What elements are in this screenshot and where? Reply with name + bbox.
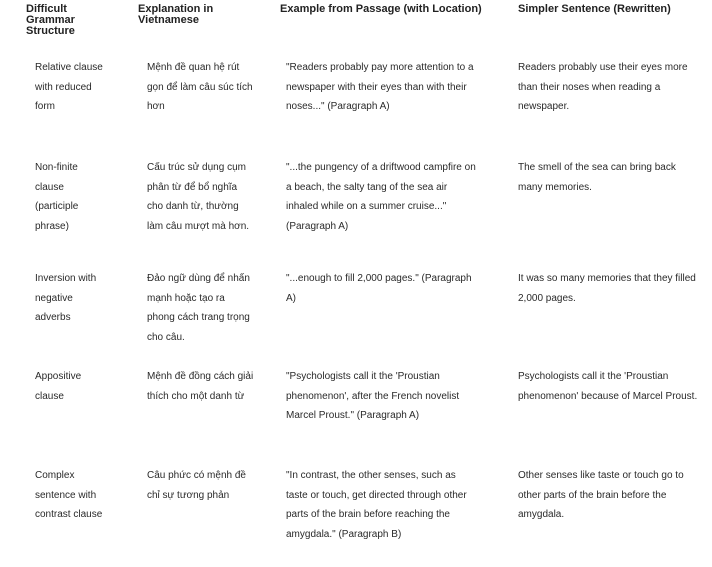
cell-explanation: Câu phức có mệnh đề chỉ sự tương phản <box>147 470 246 501</box>
cell-example: "Psychologists call it the 'Proustian phenomenon', after the French novelist Marcel Proust." (Paragraph A) <box>286 371 460 421</box>
table-header <box>0 0 712 46</box>
cell-example: "In contrast, the other senses, such as taste or touch, get directed through other parts of the brain before reaching the amygdala." (Paragraph B) <box>286 470 467 540</box>
cell-example: "...the pungency of a driftwood campfire on a beach, the salty tang of the sea air inhaled while on a summer cruise..." (Paragraph A) <box>286 162 476 232</box>
cell-structure: Inversion with negative adverbs <box>35 273 97 323</box>
cell-simpler: Other senses like taste or touch go to other parts of the brain before the amygdala. <box>518 470 684 520</box>
table-row <box>0 146 712 257</box>
header-simpler: Simpler Sentence (Rewritten) <box>518 3 671 15</box>
header-structure: Difficult Grammar Structure <box>26 3 75 37</box>
header-explanation: Explanation in Vietnamese <box>138 3 214 26</box>
cell-explanation: Mệnh đề đồng cách giải thích cho một danh từ <box>147 371 254 402</box>
cell-explanation: Cấu trúc sử dụng cụm phân từ để bổ nghĩa cho danh từ, thường làm câu mượt mà hơn. <box>147 162 250 232</box>
cell-simpler: Readers probably use their eyes more than their noses when reading a newspaper. <box>518 62 688 112</box>
header-example: Example from Passage (with Location) <box>280 3 482 15</box>
cell-structure: Complex sentence with contrast clause <box>35 470 103 520</box>
table-row <box>0 257 712 355</box>
cell-example: "...enough to fill 2,000 pages." (Paragraph A) <box>286 273 472 304</box>
cell-structure: Appositive clause <box>35 371 82 402</box>
cell-structure: Non-finite clause (participle phrase) <box>35 162 79 232</box>
table-row <box>0 355 712 454</box>
table-row <box>0 454 712 562</box>
cell-simpler: It was so many memories that they filled 2,000 pages. <box>518 273 696 304</box>
cell-simpler: Psychologists call it the 'Proustian phenomenon' because of Marcel Proust. <box>518 371 698 402</box>
cell-structure: Relative clause with reduced form <box>35 62 103 112</box>
cell-explanation: Đảo ngữ dùng để nhấn mạnh hoặc tạo ra phong cách trang trọng cho câu. <box>147 273 250 343</box>
cell-explanation: Mệnh đề quan hệ rút gọn để làm câu súc tích hơn <box>147 62 253 112</box>
cell-example: "Readers probably pay more attention to a newspaper with their eyes than with their noses..." (Paragraph A) <box>286 62 474 112</box>
table-row <box>0 46 712 146</box>
cell-simpler: The smell of the sea can bring back many memories. <box>518 162 676 193</box>
